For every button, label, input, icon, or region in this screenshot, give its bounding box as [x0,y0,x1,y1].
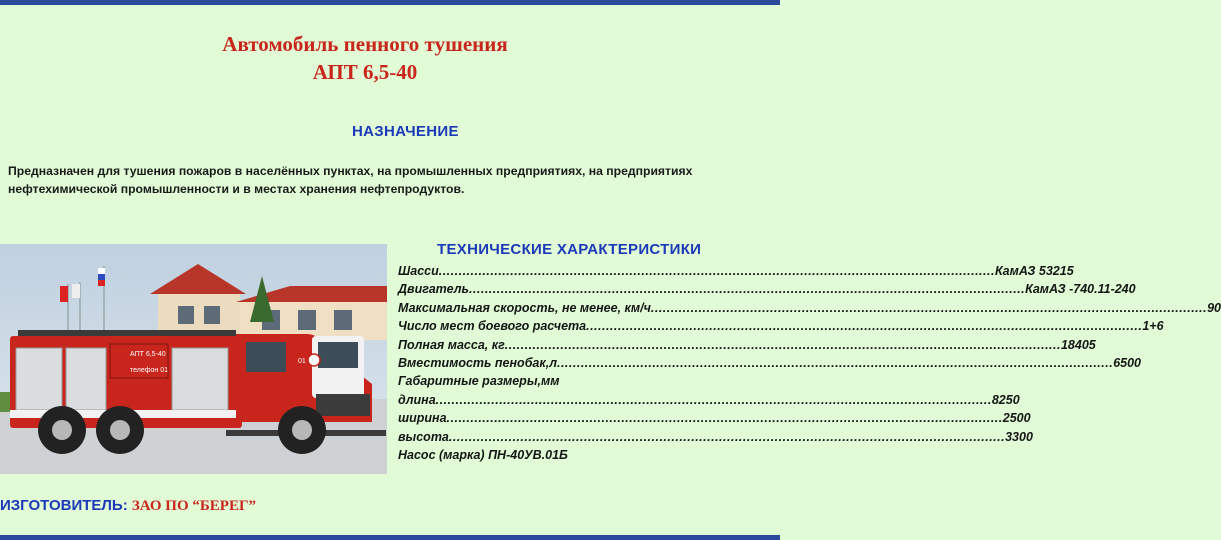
fire-truck-photo [0,244,387,474]
spec-value: 3300 [1005,429,1033,444]
spec-label: Шасси [398,264,439,278]
spec-row [398,336,1096,354]
spec-label: Насос (марка) ПН-40УВ.01Б [398,447,568,462]
spec-label: длина [398,392,436,407]
specs-list [398,262,1221,464]
spec-value: КамАЗ 53215 [994,264,1074,278]
spec-row [398,280,1136,298]
spec-leader-dots: ............................................................................................................................................ [438,264,995,278]
spec-leader-dots: ............................................................................................................................................ [448,429,1006,444]
spec-label: Полная масса, кг [398,337,505,352]
spec-row [398,391,1020,409]
spec-label: высота [398,429,449,444]
spec-leader-dots: ............................................................................................................................................ [504,337,1061,352]
spec-leader-dots: ............................................................................................................................................ [586,319,1143,334]
spec-row [398,354,1142,372]
spec-leader-dots: ............................................................................................................................................ [435,392,992,407]
spec-label: Максимальная скорость, не менее, км/ч [398,300,651,315]
spec-row [398,446,798,464]
bottom-border-bar [0,535,780,540]
spec-row [398,409,1031,427]
spec-label: Габаритные размеры,мм [398,374,560,389]
spec-row [398,262,1074,280]
spec-row [398,299,1221,317]
spec-row [398,428,1033,446]
spec-leader-dots: ............................................................................................................................................ [446,411,1003,426]
spec-value: 2500 [1002,411,1031,426]
manufacturer-name: ЗАО ПО “БЕРЕГ” [131,498,257,514]
spec-value: 90 [1207,300,1221,315]
spec-value: 18405 [1060,337,1096,352]
spec-label: Двигатель [398,282,469,297]
spec-value: 6500 [1113,355,1142,370]
truck-model-plate: АПТ 6,5-40 [130,351,166,358]
spec-value: 8250 [991,392,1020,407]
spec-row [398,317,1164,335]
purpose-text: Предназначен для тушения пожаров в населённых пунктах, на промышленных предприятиях, на предприятиях нефтехимической промышленности и в местах хранения нефтепродуктов. [8,164,693,196]
purpose-heading: НАЗНАЧЕНИЕ [352,123,459,140]
spec-leader-dots: ............................................................................................................................................ [650,300,1208,315]
spec-leader-dots: ............................................................................................................................................ [468,282,1026,297]
truck-door-number: 01 [298,358,306,365]
slide-subtitle-model: АПТ 6,5-40 [312,60,418,84]
spec-label: Число мест боевого расчета [398,319,587,334]
manufacturer-line [0,497,256,515]
spec-label: ширина [398,411,447,426]
spec-leader-dots: ............................................................................................................................................ [556,355,1114,370]
spec-label: Вместимость пенобак,л [398,355,557,370]
top-border-bar [0,0,780,5]
spec-value: 1+6 [1142,319,1164,334]
slide-title: Автомобиль пенного тушения [222,32,508,56]
spec-value: КамАЗ -740.11-240 [1025,282,1136,297]
spec-row [398,372,798,390]
truck-phone-plate: телефон 01 [130,367,169,374]
manufacturer-label: ИЗГОТОВИТЕЛЬ: [0,497,128,514]
specs-heading: ТЕХНИЧЕСКИЕ ХАРАКТЕРИСТИКИ [437,241,702,258]
